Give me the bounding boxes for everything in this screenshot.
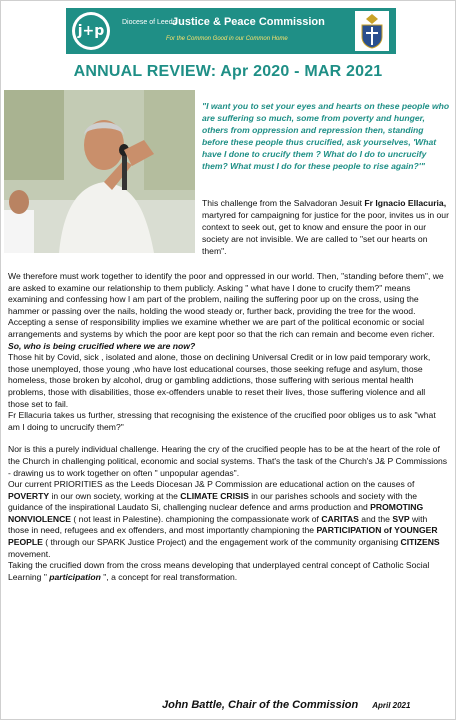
- intro-name: Fr Ignacio Ellacuria,: [364, 198, 447, 208]
- subheading-crucified: So, who is being crucified where we are now?: [8, 340, 196, 351]
- priorities-text: ( through our SPARK Justice Project) and the engagement work of the community organising: [42, 537, 401, 548]
- article-body: [8, 271, 448, 583]
- paragraph-participation: [8, 560, 448, 583]
- intro-text-b: martyred for campaigning for justice for the poor, invites us in our context to seek out, get to know and ensure the poor in our society are not invisible. We are called to "set our hearts on them".: [202, 210, 449, 256]
- diocese-label: Diocese of Leeds: [122, 19, 177, 26]
- priority-svp: SVP: [392, 513, 410, 524]
- priorities-text: in our parishes schools and society with the guidance of the inspirational Laudato Si, challenging nuclear defence and arms production and: [8, 490, 418, 513]
- paragraph-gap: [8, 433, 448, 444]
- priority-climate: CLIMATE CRISIS: [180, 490, 249, 501]
- paragraph-ellacuria: Fr Ellacuria takes us further, stressing that recognising the existence of the crucified poor obliges us to ask "what am I doing to uncrucify them?": [8, 410, 436, 432]
- priorities-text: with those in need, refugees and ex offenders, and most importantly championing the: [8, 513, 428, 536]
- paragraph-those-hit: Those hit by Covid, sick , isolated and alone, those on declining Universal Credit or in low paid temporary work, those unemployed, those young ,who have lost educational courses, those seeking refuge and asylum, those homeless, those broken by alcohol, drug or gambling addictions, those suffering with serious mental health problems, those with disabilities, those ex-offenders unable to reset their lives, those suffering violence and all those set to fail.: [8, 352, 431, 409]
- priority-caritas: CARITAS: [321, 513, 359, 524]
- intro-text-a: This challenge from the Salvadoran Jesuit: [202, 198, 365, 208]
- priorities-text: in our own society, working at the: [49, 490, 181, 501]
- jp-logo-mark: j+p: [75, 15, 107, 47]
- priorities-text: movement.: [8, 548, 51, 559]
- page-title: ANNUAL REVIEW: Apr 2020 - MAR 2021: [73, 63, 383, 80]
- commission-title: Justice & Peace Commission: [172, 16, 325, 28]
- priorities-text: and the: [358, 513, 393, 524]
- diocese-crest-icon: [355, 11, 389, 51]
- priority-nonviolence: PROMOTING NONVIOLENCE: [8, 502, 424, 524]
- signature-date: April 2021: [372, 701, 411, 710]
- signature: [162, 699, 452, 711]
- priorities-text: Our current PRIORITIES as the Leeds Diocesan J& P Commission are educational action on the causes of: [8, 479, 415, 490]
- priorities-text: ( not least in Palestine). championing the compassionate work of: [71, 513, 322, 524]
- paragraph-identify: We therefore must work together to identify the poor and oppressed in our world. Then, "standing before them", we are asked to examine our relationship to them publicly. Asking " what have I done to crucify them?" means examining and confessing how I am part of the problem, nailing the suffering poor up on the cross, using the hammer or passing over the nails, holding the wood steady or, further back, providing the tree for the wood. Accepting a sense of responsibility implies we examine whether we are part of the political economic or social arrangements and systems by which the poor are kept poor so that the rich can remain and become even richer.: [8, 271, 444, 339]
- paragraph-priorities: [8, 479, 448, 560]
- participation-text: ", a concept for real transformation.: [100, 571, 238, 582]
- participation-term: participation: [49, 571, 101, 582]
- participation-text: Taking the crucified down from the cross means developing that underplayed central concept of Catholic Social Learning ": [8, 560, 430, 582]
- priority-citizens: CITIZENS: [400, 537, 440, 548]
- commission-tagline: For the Common Good in our Common Home: [166, 36, 288, 42]
- intro-paragraph: [202, 197, 452, 257]
- jp-logo: [72, 12, 110, 50]
- priority-poverty: POVERTY: [8, 490, 50, 501]
- ellacuria-quote: "I want you to set your eyes and hearts on these people who are suffering so much, some from poverty and hunger, others from oppression and repression then, standing before these people thus crucified, ask yourselves, 'What have I done to crucify them ? What do I do to uncrucify them? What must I do for these people to rise again?'": [202, 101, 450, 171]
- header-banner: [66, 8, 396, 54]
- signature-name: John Battle, Chair of the Commission: [162, 699, 359, 711]
- priority-younger-people: PARTICIPATION of YOUNGER PEOPLE: [8, 525, 438, 548]
- paragraph-individual: Nor is this a purely individual challenge. Hearing the cry of the crucified people has to be at the heart of the role of the Church in challenging political, economic and social systems. That's the task of the Church's J& P Commissions - drawing us to work together on often " unpopular agendas".: [8, 444, 448, 478]
- speaker-photo: [4, 90, 195, 253]
